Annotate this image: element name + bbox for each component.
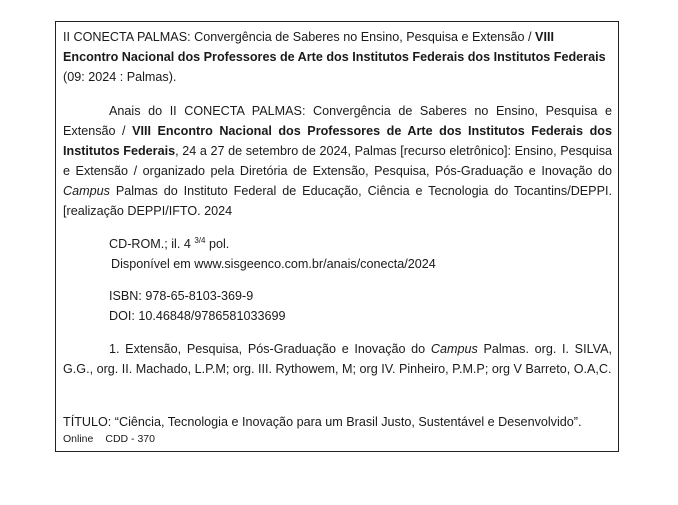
title-line: TÍTULO: “Ciência, Tecnologia e Inovação para um Brasil Justo, Sustentável e Desenvolvido”. bbox=[63, 415, 582, 429]
catalog-card bbox=[55, 21, 619, 452]
doi-line: DOI: 10.46848/9786581033699 bbox=[109, 309, 286, 323]
subjects-paragraph: 1. Extensão, Pesquisa, Pós-Graduação e Inovação do Campus Palmas. org. I. SILVA, G.G., org. II. Machado, L.P.M; org. III. Rythowem, M; org IV. Pinheiro, P.M.P; org V Barreto, O.A,C. bbox=[63, 342, 612, 376]
availability-line: Disponível em www.sisgeenco.com.br/anais/conecta/2024 bbox=[111, 257, 436, 271]
header-entry: II CONECTA PALMAS: Convergência de Saberes no Ensino, Pesquisa e Extensão / VIII Encontro Nacional dos Professores de Arte dos Institutos Federais dos Institutos Federais (09: 2024 : Palmas). bbox=[63, 30, 606, 84]
isbn-line: ISBN: 978-65-8103-369-9 bbox=[109, 289, 254, 303]
anais-paragraph: Anais do II CONECTA PALMAS: Convergência de Saberes no Ensino, Pesquisa e Extensão / VIII Encontro Nacional dos Professores de Arte dos Institutos Federais dos Institutos Federais, 24 a 27 de setembro de 2024, Palmas [recurso eletrônico]: Ensino, Pesquisa e Extensão / organizado pela Diretória de Extensão, Pesquisa, Pós-Graduação e Inovação do Campus Palmas do Instituto Federal de Educação, Ciência e Tecnologia do Tocantins/DEPPI. [realização DEPPI/IFTO. 2024 bbox=[63, 104, 613, 218]
cdrom-line: CD-ROM.; il. 4 $^{3/4}$ pol. bbox=[109, 236, 230, 251]
footer-line: Online CDD - 370 bbox=[63, 433, 155, 445]
